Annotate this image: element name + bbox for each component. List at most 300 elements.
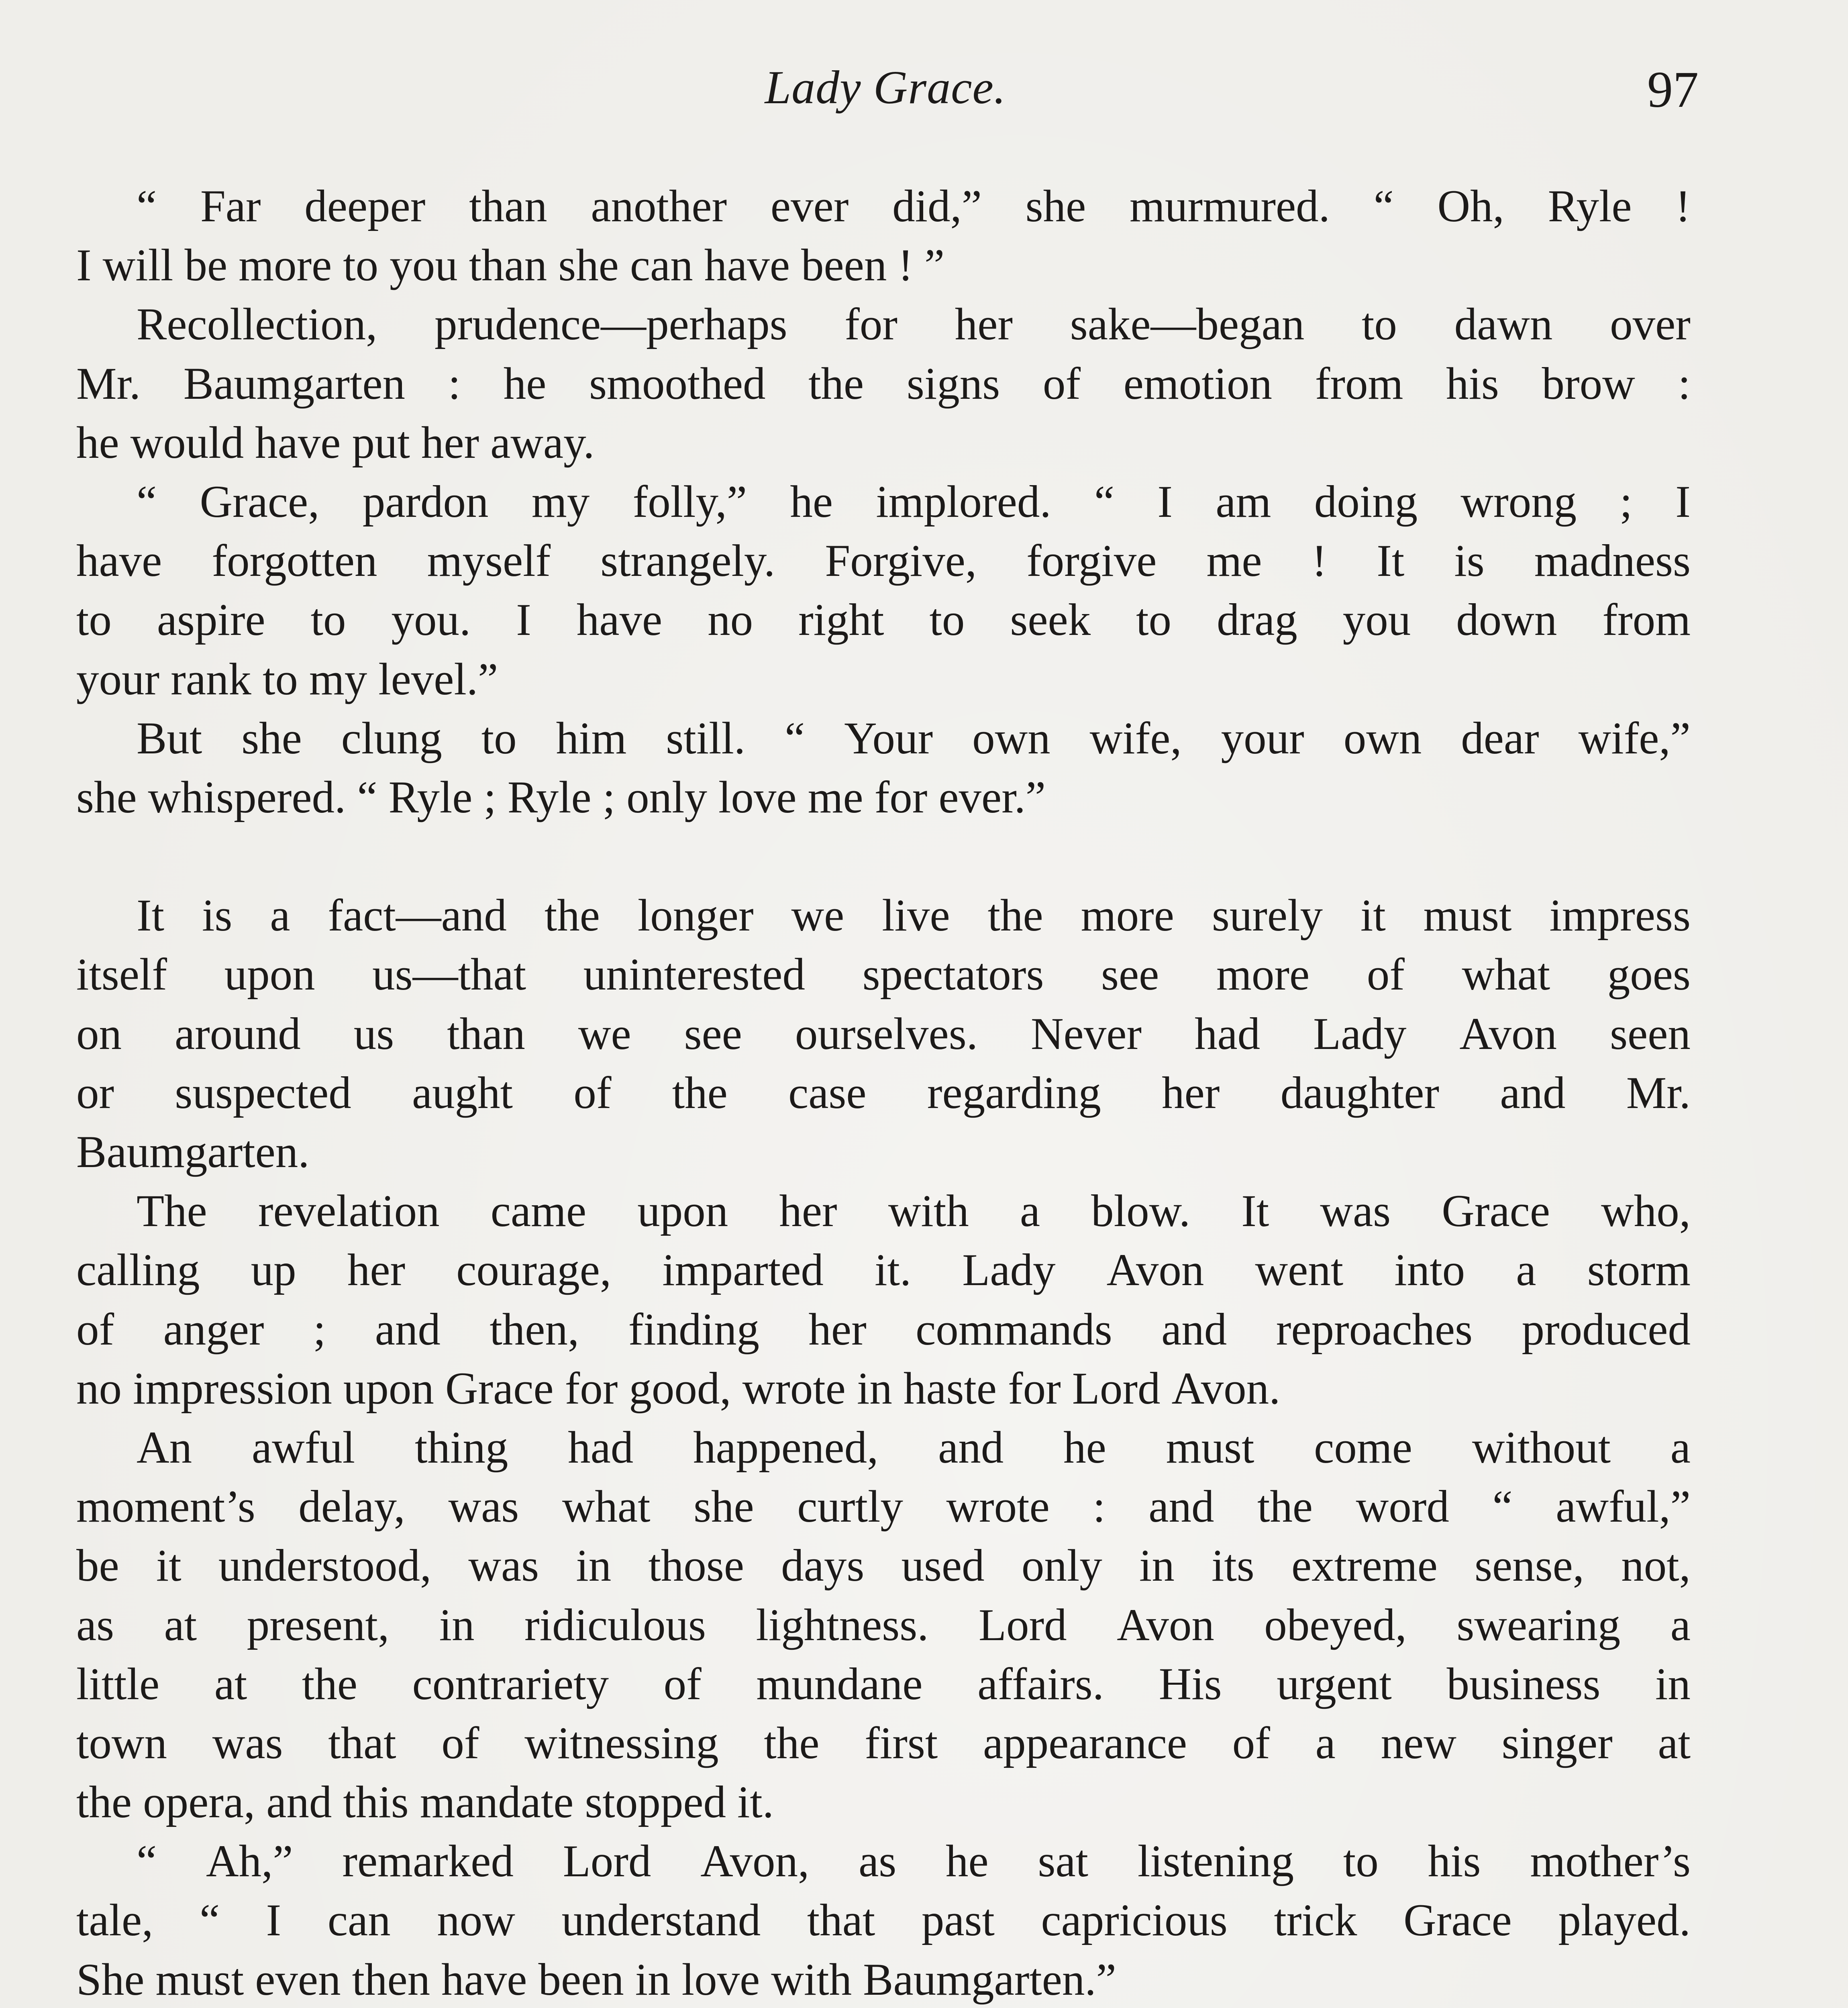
word: It	[1377, 536, 1405, 586]
word: sake—began	[1070, 299, 1305, 350]
word: not,	[1621, 1541, 1691, 1591]
word: I	[1675, 476, 1691, 527]
word: haste	[903, 1363, 997, 1414]
word: anger	[163, 1304, 264, 1355]
word: of	[573, 1067, 612, 1118]
word: Lord	[1072, 1363, 1161, 1414]
word: and	[1500, 1067, 1566, 1118]
word: she	[1025, 181, 1086, 231]
word: see	[684, 1008, 742, 1059]
text-line	[76, 1950, 1691, 2008]
text-line	[76, 354, 1691, 413]
word: her	[1162, 1067, 1220, 1118]
word: for	[844, 299, 898, 350]
word: Lady	[1313, 1008, 1407, 1059]
word: Avon	[1459, 1008, 1557, 1059]
word: and	[1148, 1482, 1214, 1532]
word: a	[1020, 1186, 1040, 1237]
word: Ryle	[507, 772, 592, 822]
word: deeper	[304, 181, 426, 231]
word: uninterested	[583, 949, 805, 1000]
word: doing	[1314, 476, 1418, 527]
text-line	[76, 177, 1691, 236]
word: myself	[427, 536, 551, 586]
word: was	[448, 1482, 519, 1532]
word: from	[1315, 358, 1403, 409]
word: spectators	[862, 949, 1044, 1000]
word: live	[882, 890, 950, 941]
word: ;	[483, 772, 496, 822]
word: mother’s	[1530, 1836, 1691, 1887]
text-line	[76, 472, 1691, 531]
word: Recollection,	[137, 299, 377, 350]
text-line	[76, 531, 1691, 590]
word: in	[439, 1600, 475, 1650]
word: impression	[133, 1363, 332, 1414]
word: without	[1472, 1422, 1611, 1473]
word: wrote	[946, 1482, 1050, 1532]
word: :	[1093, 1482, 1106, 1532]
text-line	[76, 1300, 1691, 1359]
word: ;	[1620, 476, 1632, 527]
word: clung	[341, 713, 442, 763]
word: than	[447, 1008, 525, 1059]
word: that	[328, 1718, 396, 1768]
word: be	[184, 240, 228, 291]
word: aspire	[157, 595, 265, 645]
word: itself	[76, 949, 167, 1000]
word: that	[807, 1895, 875, 1946]
word: a	[270, 890, 290, 941]
word: Your	[844, 713, 933, 763]
word: ever	[770, 181, 849, 231]
word: revelation	[258, 1186, 440, 1237]
word: the	[808, 358, 864, 409]
word: It	[137, 890, 165, 941]
word: went	[1255, 1245, 1344, 1296]
word: lightness.	[756, 1600, 929, 1650]
word: level.”	[378, 654, 498, 704]
word: see	[1101, 949, 1159, 1000]
word: me	[808, 772, 863, 822]
word: delay,	[298, 1482, 405, 1532]
word: goes	[1607, 949, 1691, 1000]
word: “	[137, 181, 157, 231]
word: have	[441, 1954, 527, 2005]
word: business	[1446, 1659, 1601, 1709]
word: must	[1166, 1422, 1254, 1473]
word: mundane	[756, 1659, 923, 1709]
word: wife,	[1089, 713, 1182, 763]
word: to	[262, 654, 298, 704]
word: ridiculous	[524, 1600, 706, 1650]
text-line	[76, 236, 1691, 295]
word: used	[901, 1541, 985, 1591]
word: folly,”	[632, 476, 747, 527]
word: fact—and	[328, 890, 507, 941]
word: I	[76, 240, 92, 291]
word: Avon	[1117, 1600, 1214, 1650]
word: suspected	[175, 1067, 351, 1118]
word: ever.”	[938, 772, 1046, 822]
word: singer	[1501, 1718, 1613, 1768]
word: stopped	[585, 1777, 726, 1828]
word: town	[76, 1718, 167, 1768]
word: her	[347, 1245, 406, 1296]
word: tale,	[76, 1895, 153, 1946]
word: than	[469, 181, 547, 231]
word: little	[76, 1659, 160, 1709]
word: of	[1042, 358, 1081, 409]
word: storm	[1587, 1245, 1691, 1296]
word: will	[102, 240, 173, 291]
word: :	[1678, 358, 1691, 409]
word: forgotten	[212, 536, 377, 586]
word: witnessing	[524, 1718, 719, 1768]
word: ;	[313, 1304, 326, 1355]
word: in	[635, 1954, 671, 2005]
word: into	[1394, 1245, 1465, 1296]
word: only	[1021, 1541, 1102, 1591]
word: wife,”	[1578, 713, 1691, 763]
text-line	[76, 1891, 1691, 1950]
running-title: Lady Grace.	[765, 61, 1006, 114]
word: “	[357, 772, 377, 822]
word: than	[469, 240, 547, 291]
word: But	[137, 713, 202, 763]
word: came	[490, 1186, 587, 1237]
word: contrariety	[412, 1659, 609, 1709]
word: word	[1356, 1482, 1449, 1532]
text-line	[76, 1714, 1691, 1773]
word: my	[309, 654, 367, 704]
word: have	[704, 240, 790, 291]
word: no	[708, 595, 753, 645]
word: he	[503, 358, 547, 409]
word: implored.	[876, 476, 1051, 527]
word: and	[375, 1304, 441, 1355]
word: with	[771, 1954, 852, 2005]
word: her	[955, 299, 1013, 350]
word: Grace	[1403, 1895, 1512, 1946]
word: he	[1063, 1422, 1106, 1473]
word: own	[972, 713, 1050, 763]
text-line	[76, 1182, 1691, 1241]
word: to	[929, 595, 965, 645]
word: as	[76, 1600, 114, 1650]
word: to	[343, 240, 379, 291]
word: whispered.	[148, 772, 346, 822]
text-line	[76, 1241, 1691, 1300]
word: rank	[171, 654, 251, 704]
word: is	[1454, 536, 1485, 586]
word: for	[565, 1363, 618, 1414]
word: emotion	[1123, 358, 1273, 409]
word: to	[76, 595, 112, 645]
word: signs	[906, 358, 1000, 409]
word: can	[327, 1895, 391, 1946]
word: in	[1655, 1659, 1691, 1709]
text-line	[76, 1359, 1691, 1418]
word: impress	[1549, 890, 1691, 941]
word: more	[1081, 890, 1174, 941]
word: you	[1342, 595, 1411, 645]
word: up	[251, 1245, 296, 1296]
word: calling	[76, 1245, 200, 1296]
word: you	[390, 240, 458, 291]
word: dawn	[1454, 299, 1553, 350]
word: no	[76, 1363, 122, 1414]
word: wrote	[742, 1363, 846, 1414]
word: upon	[224, 949, 315, 1000]
word: of	[1367, 949, 1405, 1000]
word: had	[568, 1422, 634, 1473]
word: blow.	[1091, 1186, 1191, 1237]
word: “	[137, 476, 157, 527]
word: from	[1602, 595, 1691, 645]
word: a	[1516, 1245, 1536, 1296]
word: wrong	[1460, 476, 1577, 527]
word: more	[239, 240, 332, 291]
word: Forgive,	[825, 536, 977, 586]
word: An	[137, 1422, 192, 1473]
word: and	[938, 1422, 1004, 1473]
word: understood,	[218, 1541, 432, 1591]
text-line	[76, 590, 1691, 649]
word: his	[1428, 1836, 1481, 1887]
word: the	[302, 1659, 357, 1709]
word: another	[591, 181, 727, 231]
word: Lord	[978, 1600, 1067, 1650]
word: madness	[1534, 536, 1691, 586]
word: it	[156, 1541, 182, 1591]
word: over	[1610, 299, 1691, 350]
word: she	[558, 240, 619, 291]
word: she	[76, 772, 137, 822]
word: dear	[1461, 713, 1539, 763]
word: of	[76, 1304, 114, 1355]
word: upon	[637, 1186, 728, 1237]
word: me	[1206, 536, 1262, 586]
word: to	[1136, 595, 1172, 645]
text-line	[76, 886, 1691, 945]
word: did,”	[892, 181, 982, 231]
word: seek	[1010, 595, 1091, 645]
word: I	[266, 1895, 281, 1946]
word: regarding	[927, 1067, 1101, 1118]
word: in	[857, 1363, 892, 1414]
word: of	[663, 1659, 702, 1709]
word: with	[888, 1186, 969, 1237]
word: sat	[1038, 1836, 1089, 1887]
word: imparted	[662, 1245, 824, 1296]
word: the	[76, 1777, 132, 1828]
word: am	[1216, 476, 1271, 527]
word: a	[1315, 1718, 1336, 1768]
page-number: 97	[1647, 61, 1699, 118]
word: had	[1195, 1008, 1261, 1059]
word: ;	[602, 772, 616, 822]
text-line	[76, 1418, 1691, 1477]
word: still.	[666, 713, 746, 763]
word: moment’s	[76, 1482, 255, 1532]
word: affairs.	[977, 1659, 1104, 1709]
running-head	[76, 60, 1699, 141]
word: around	[175, 1008, 301, 1059]
word: would	[130, 417, 244, 468]
word: Ryle	[1548, 181, 1632, 231]
word: daughter	[1280, 1067, 1440, 1118]
word: he	[946, 1836, 989, 1887]
word: have	[76, 536, 162, 586]
word: Baumgarten	[183, 358, 406, 409]
word: she	[694, 1482, 754, 1532]
word: drag	[1217, 595, 1297, 645]
word: was	[1320, 1186, 1391, 1237]
text-line	[76, 1122, 1691, 1182]
word: or	[76, 1067, 114, 1118]
word: understand	[561, 1895, 761, 1946]
text-line	[76, 709, 1691, 768]
text-line	[76, 413, 1691, 472]
word: Grace	[1442, 1186, 1550, 1237]
word: in	[1139, 1541, 1175, 1591]
word: Lord	[563, 1836, 651, 1887]
word: ourselves.	[795, 1008, 978, 1059]
word: opera,	[143, 1777, 255, 1828]
word: smoothed	[589, 358, 766, 409]
word: finding	[628, 1304, 759, 1355]
word: to	[1343, 1836, 1379, 1887]
word: to	[481, 713, 517, 763]
word: more	[1216, 949, 1310, 1000]
word: mandate	[420, 1777, 574, 1828]
word: ”	[924, 240, 945, 291]
word: we	[578, 1008, 631, 1059]
word: extreme	[1291, 1541, 1438, 1591]
word: to	[310, 595, 346, 645]
word: !	[1675, 181, 1691, 231]
text-line	[76, 650, 1691, 709]
word: he	[76, 417, 119, 468]
word: Mr.	[1626, 1067, 1691, 1118]
word: awful,”	[1556, 1482, 1691, 1532]
word: sense,	[1475, 1541, 1585, 1591]
word: “	[199, 1895, 220, 1946]
word: curtly	[797, 1482, 903, 1532]
word: is	[202, 890, 233, 941]
word: even	[255, 1954, 341, 2005]
word: !	[1312, 536, 1327, 586]
word: Far	[200, 181, 261, 231]
word: then	[352, 1954, 430, 2005]
word: Baumgarten.	[76, 1127, 310, 1177]
word: Avon.	[1171, 1363, 1281, 1414]
word: Ryle	[388, 772, 473, 822]
word: for	[874, 772, 928, 822]
word: you.	[391, 595, 471, 645]
word: those	[648, 1541, 744, 1591]
word: case	[788, 1067, 867, 1118]
word: he	[790, 476, 833, 527]
text-line	[76, 295, 1691, 354]
text-line	[76, 1536, 1691, 1595]
word: as	[859, 1836, 897, 1887]
word: on	[76, 1008, 122, 1059]
word: a	[1670, 1422, 1691, 1473]
text-line	[76, 945, 1691, 1004]
section-break	[76, 827, 1691, 886]
word: at	[164, 1600, 197, 1650]
word: Never	[1030, 1008, 1142, 1059]
word: I	[1157, 476, 1173, 527]
word: been	[538, 1954, 624, 2005]
word: it	[1360, 890, 1386, 941]
word: forgive	[1026, 536, 1157, 586]
word: seen	[1610, 1008, 1691, 1059]
word: “	[1373, 181, 1394, 231]
word: away.	[490, 417, 595, 468]
word: at	[1658, 1718, 1691, 1768]
word: trick	[1274, 1895, 1357, 1946]
word: :	[448, 358, 461, 409]
word: produced	[1522, 1304, 1691, 1355]
word: awful	[251, 1422, 355, 1473]
word: Lady	[962, 1245, 1056, 1296]
word: us—that	[372, 949, 526, 1000]
word: remarked	[342, 1836, 514, 1887]
word: happened,	[693, 1422, 879, 1473]
word: capricious	[1041, 1895, 1228, 1946]
word: Grace,	[200, 476, 320, 527]
word: it.	[875, 1245, 912, 1296]
word: !	[898, 240, 913, 291]
text-line	[76, 1063, 1691, 1122]
text-line	[76, 1596, 1691, 1655]
text-line	[76, 1832, 1691, 1891]
word: Baumgarten.”	[863, 1954, 1116, 2005]
word: the	[987, 890, 1043, 941]
word: Mr.	[76, 358, 141, 409]
word: love	[718, 772, 797, 822]
word: him	[556, 713, 627, 763]
word: us	[353, 1008, 394, 1059]
word: new	[1381, 1718, 1456, 1768]
word: was	[212, 1718, 283, 1768]
word: what	[562, 1482, 651, 1532]
word: own	[1343, 713, 1422, 763]
word: played.	[1558, 1895, 1691, 1946]
word: been	[801, 240, 887, 291]
word: the	[544, 890, 600, 941]
word: and	[1161, 1304, 1227, 1355]
word: Grace	[445, 1363, 554, 1414]
word: she	[241, 713, 302, 763]
word: aught	[412, 1067, 513, 1118]
word: to	[1362, 299, 1397, 350]
word: brow	[1542, 358, 1635, 409]
word: your	[76, 654, 160, 704]
word: days	[781, 1541, 865, 1591]
word: commands	[916, 1304, 1112, 1355]
word: I	[516, 595, 531, 645]
word: The	[137, 1186, 207, 1237]
word: her	[421, 417, 479, 468]
word: the	[1257, 1482, 1313, 1532]
word: It	[1241, 1186, 1269, 1237]
word: put	[352, 417, 410, 468]
word: upon	[343, 1363, 434, 1414]
